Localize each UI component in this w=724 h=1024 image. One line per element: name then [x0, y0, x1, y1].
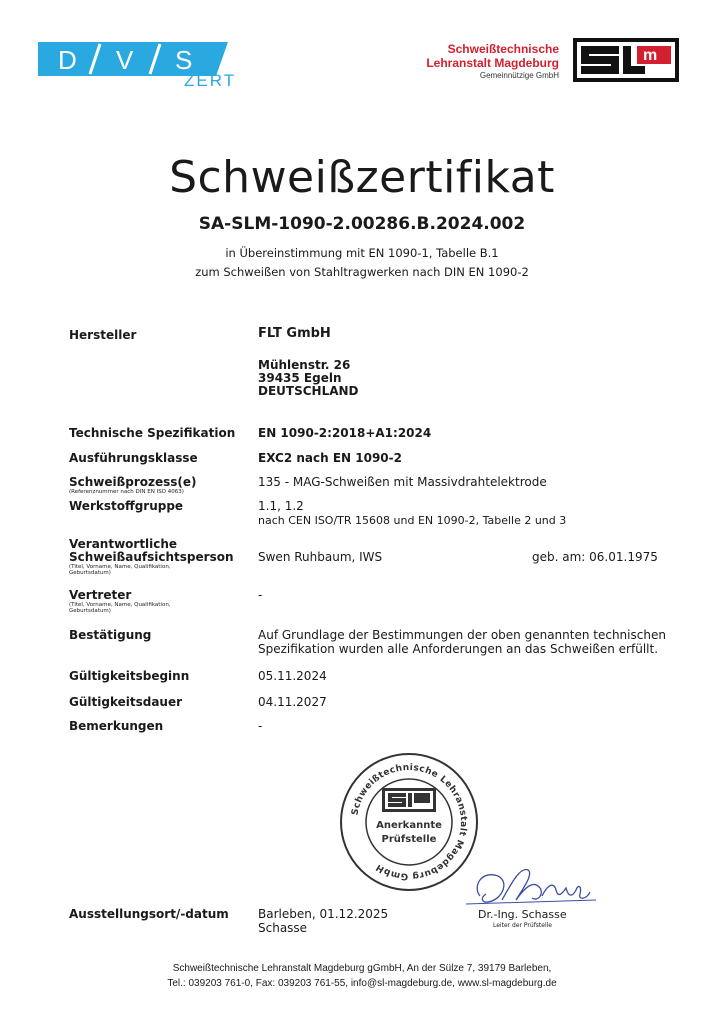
tech-spec-value: EN 1090-2:2018+A1:2024 — [258, 426, 432, 440]
dvs-zert-text: ZERT — [184, 71, 237, 88]
certificate-number: SA-SLM-1090-2.00286.B.2024.002 — [198, 214, 526, 234]
aufsicht-value: Swen Ruhbaum, IWS — [258, 550, 383, 564]
footer-line2: Tel.: 039203 761-0, Fax: 039203 761-55, info@sl-magdeburg.de, www.sl-magdeburg.de — [167, 978, 557, 989]
stamp-center-line2: Prüfstelle — [381, 834, 437, 845]
werkstoff-label: Werkstoffgruppe — [69, 499, 184, 513]
slm-logo — [573, 38, 679, 82]
aufsicht-label-line1: Verantwortliche — [69, 537, 178, 551]
bemerkungen-value: - — [258, 719, 263, 733]
stamp-ring-text: Schweißtechnische Lehranstalt Magdeburg GmbH — [350, 762, 469, 882]
ort-value-line1: Barleben, 01.12.2025 — [258, 907, 389, 921]
signatory-role: Leiter der Prüfstelle — [493, 922, 552, 929]
subtitle-line1: in Übereinstimmung mit EN 1090-1, Tabelle B.1 — [225, 246, 499, 260]
dvs-letter-d: D — [58, 45, 77, 75]
hersteller-country: DEUTSCHLAND — [258, 384, 359, 398]
subtitle-line2: zum Schweißen von Stahltragwerken nach DIN EN 1090-2 — [195, 265, 529, 279]
prozess-value: 135 - MAG-Schweißen mit Massivdrahtelektrode — [258, 475, 547, 489]
signatory-name: Dr.-Ing. Schasse — [478, 908, 567, 921]
certificate-title: Schweißzertifikat — [169, 152, 555, 203]
vertreter-note-line1: (Titel, Vorname, Name, Qualifikation, — [69, 602, 171, 608]
handwritten-signature — [462, 856, 602, 912]
prozess-label: Schweißprozess(e) — [69, 475, 197, 489]
dvs-letter-v: V — [116, 45, 134, 75]
beginn-value: 05.11.2024 — [258, 669, 327, 683]
slm-org-line1: Schweißtechnische — [447, 42, 559, 56]
stamp-slm-logo — [382, 788, 436, 812]
slm-organization — [426, 42, 559, 82]
footer-line1: Schweißtechnische Lehranstalt Magdeburg gGmbH, An der Sülze 7, 39179 Barleben, — [172, 963, 552, 974]
stamp-center-line1: Anerkannte — [376, 820, 442, 831]
svg-text:m: m — [643, 47, 658, 64]
ort-value-line2: Schasse — [258, 921, 308, 935]
klasse-label: Ausführungsklasse — [69, 451, 198, 465]
aufsicht-note-line1: (Titel, Vorname, Name, Qualifikation, — [69, 564, 171, 570]
werkstoff-value2: nach CEN ISO/TR 15608 und EN 1090-2, Tabelle 2 und 3 — [258, 514, 567, 527]
bemerkungen-label: Bemerkungen — [69, 719, 164, 733]
dauer-label: Gültigkeitsdauer — [69, 695, 183, 709]
prozess-note: (Referenznummer nach DIN EN ISO 4063) — [69, 489, 184, 495]
dvs-letter-s: S — [175, 45, 193, 75]
slm-org-line3: Gemeinnützige GmbH — [479, 71, 559, 80]
bestaetigung-label: Bestätigung — [69, 628, 152, 642]
hersteller-street: Mühlenstr. 26 — [258, 358, 351, 372]
werkstoff-value1: 1.1, 1.2 — [258, 499, 304, 513]
tech-spec-label: Technische Spezifikation — [69, 426, 236, 440]
dvs-zert-logo — [38, 42, 248, 88]
beginn-label: Gültigkeitsbeginn — [69, 669, 190, 683]
hersteller-label: Hersteller — [69, 328, 137, 342]
aufsicht-note-line2: Geburtsdatum) — [69, 570, 111, 576]
dauer-value: 04.11.2027 — [258, 695, 327, 709]
klasse-value: EXC2 nach EN 1090-2 — [258, 451, 402, 465]
vertreter-label: Vertreter — [69, 588, 132, 602]
vertreter-note-line2: Geburtsdatum) — [69, 608, 111, 614]
aufsicht-birthdate: geb. am: 06.01.1975 — [532, 550, 658, 564]
official-stamp — [336, 752, 482, 892]
bestaetigung-line1: Auf Grundlage der Bestimmungen der oben genannten technischen — [258, 628, 666, 642]
ort-label: Ausstellungsort/-datum — [69, 907, 229, 921]
aufsicht-label-line2: Schweißaufsichtsperson — [69, 550, 234, 564]
bestaetigung-line2: Spezifikation wurden alle Anforderungen an das Schweißen erfüllt. — [258, 642, 659, 656]
hersteller-city: 39435 Egeln — [258, 371, 342, 385]
hersteller-name: FLT GmbH — [258, 326, 331, 341]
slm-org-line2: Lehranstalt Magdeburg — [426, 56, 559, 70]
vertreter-value: - — [258, 588, 263, 602]
